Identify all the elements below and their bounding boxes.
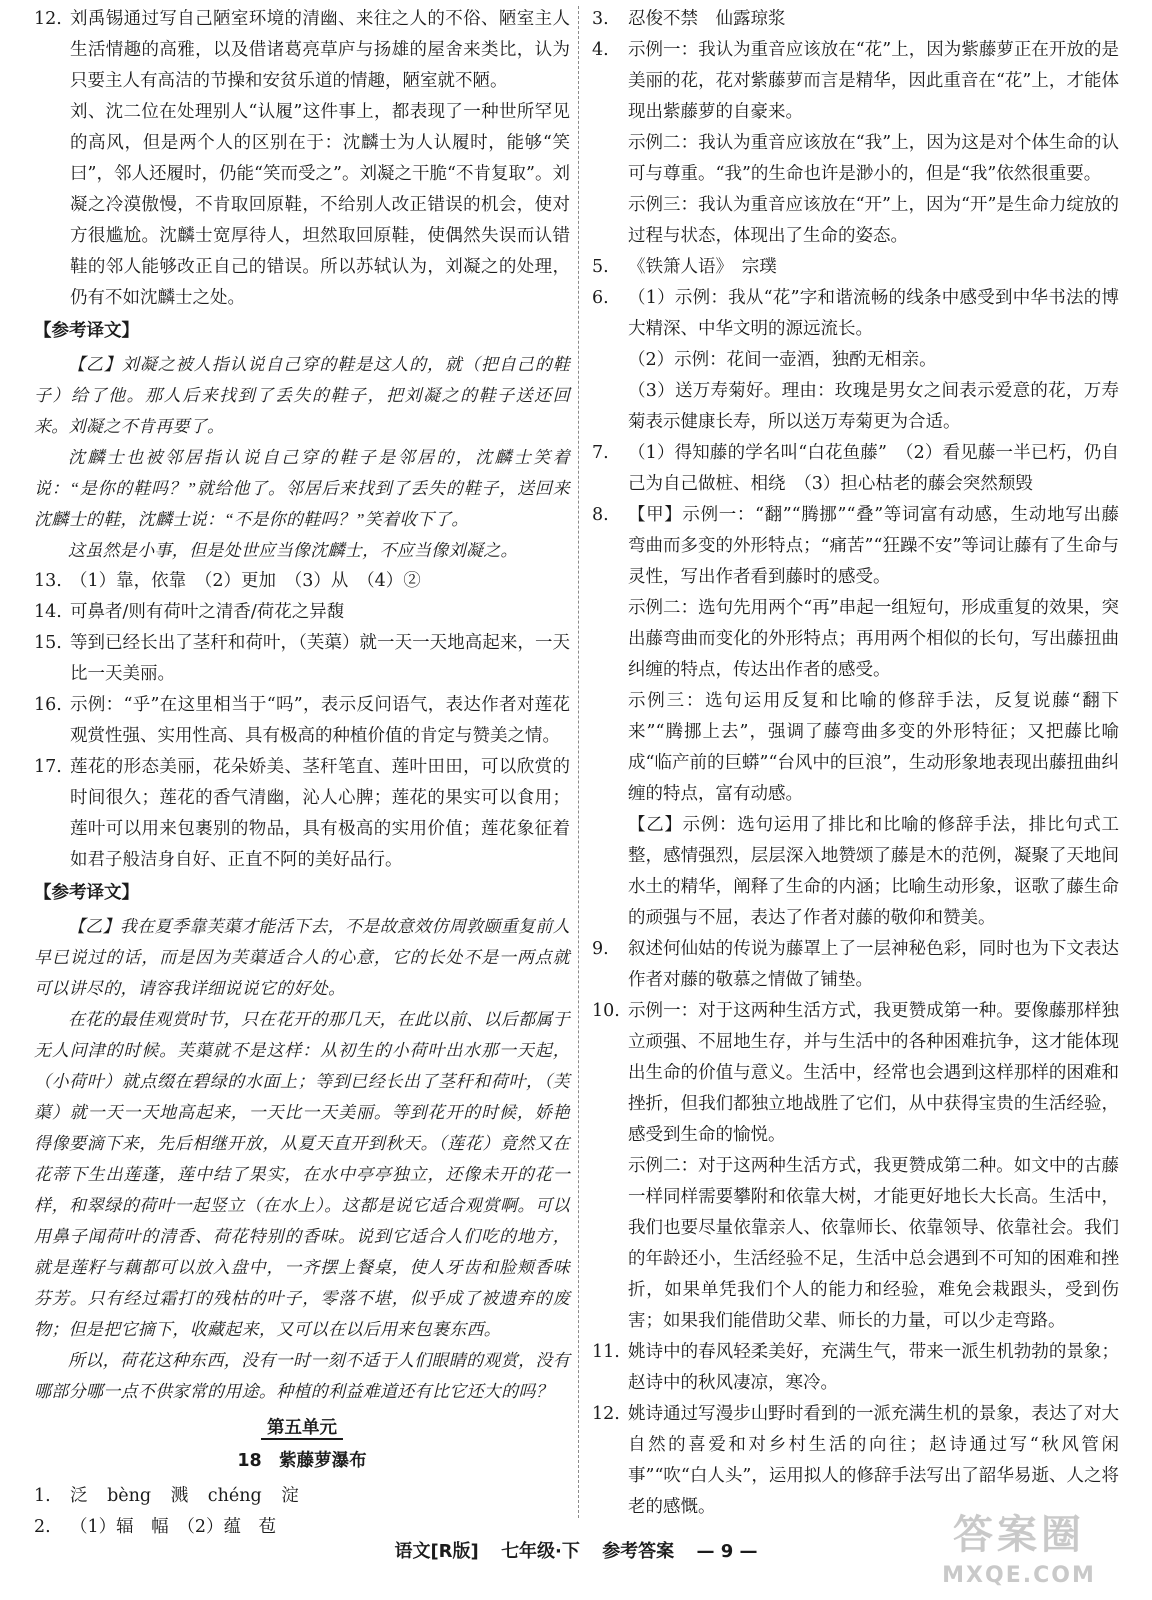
answer-text: 刘禹锡通过写自己陋室环境的清幽、来往之人的不俗、陋室主人生活情趣的高雅，以及借诸葛亮草庐与扬雄的屋舍来类比，认为只要主人有高洁的节操和安贫乐道的情趣，陋室就不陋。 [70,9,570,91]
answer-number: 11. [592,1342,620,1362]
answer-text: （1）得知藤的学名叫“白花鱼藤” （2）看见藤一半已朽，仍自己为自己做桩、相绕 （3）担心枯老的藤会突然颓毁 [628,443,1119,494]
answer-number: 5. [592,257,609,277]
answer-number: 16. [34,695,62,715]
page-number: — 9 — [696,1541,758,1562]
translation-paragraph: 这虽然是小事，但是处世应当像沈麟士，不应当像刘凝之。 [68,541,518,560]
answer-text: 【甲】示例一：“翻”“腾挪”“叠”等词富有动感，生动地写出藤弯曲而多变的外形特点；“痛苦”“狂躁不安”等词让藤有了生命与灵性，写出作者看到藤时的感受。 [628,505,1119,587]
footer-section: 参考答案 [602,1541,675,1562]
answer-14 [34,597,570,628]
watermark-logo [914,1508,1124,1600]
answer-text: 姚诗通过写漫步山野时看到的一派充满生机的景象，表达了对大自然的喜爱和对乡村生活的向往；赵诗通过写“秋风管闲事”“吹“白人头”，运用拟人的修辞手法写出了韶华易逝、人之将老的感慨。 [628,1404,1119,1517]
reference-translation-heading: 【参考译文】 [34,883,139,903]
answer-text: 莲花的形态美丽，花朵娇美、茎秆笔直、莲叶田田，可以欣赏的时间很久；莲花的香气清幽，沁人心脾；莲花的果实可以食用；莲叶可以用来包裹别的物品，具有极高的实用价值；莲花象征着如君子般洁身自好、正直不阿的美好品行。 [70,757,570,870]
watermark-url: MXQE.COM [942,1563,1096,1588]
answer-number: 17. [34,757,62,777]
answer-text: 示例二：我认为重音应该放在“我”上，因为这是对个体生命的认可与尊重。“我”的生命也许是渺小的，但是“我”依然很重要。 [628,133,1119,184]
answer-text: 等到已经长出了茎秆和荷叶，（芙蕖）就一天一天地高起来，一天比一天美丽。 [70,633,570,684]
answer-number: 14. [34,602,62,622]
answer-text: 叙述何仙姑的传说为藤罩上了一层神秘色彩，同时也为下文表达作者对藤的敬慕之情做了铺垫。 [628,939,1119,990]
answer-number: 10. [592,1001,620,1021]
answer-number: 12. [34,9,62,29]
answer-text: 【乙】示例：选句运用了排比和比喻的修辞手法，排比句式工整，感情强烈，层层深入地赞颂了藤是木的范例，凝聚了天地间水土的精华，阐释了生命的内涵；比喻生动形象，讴歌了藤生命的顽强与不屈，表达了作者对藤的敬仰和赞美。 [628,815,1119,928]
answer-number: 1. [34,1486,51,1506]
answer-text: 示例二：选句先用两个“再”串起一组短句，形成重复的效果，突出藤弯曲而变化的外形特点；再用两个相似的长句，写出藤扭曲纠缠的特点，传达出作者的感受。 [628,598,1119,680]
answer-text: 示例一：我认为重音应该放在“花”上，因为紫藤萝正在开放的是美丽的花，花对紫藤萝而言是精华，因此重音在“花”上，才能体现出紫藤萝的自豪来。 [628,40,1119,122]
answer-number: 13. [34,571,62,591]
answer-number: 15. [34,633,62,653]
answer-6 [592,283,1119,438]
translation-paragraph: 沈麟士也被邻居指认说自己穿的鞋子是邻居的，沈麟士笑着说：“是你的鞋吗？”就给他了。邻居后来找到了丢失的鞋子，送回来沈麟士的鞋，沈麟士说：“不是你的鞋吗？”笑着收下了。 [34,448,570,529]
reference-translation [34,911,570,1407]
answer-number: 2. [34,1517,51,1537]
answer-text: 示例三：选句运用反复和比喻的修辞手法，反复说藤“翻下来”“腾挪上去”，强调了藤弯曲多变的外形特征；又把藤比喻成“临产前的巨蟒”“台风中的巨浪”，生动形象地表现出藤扭曲纠缠的特点，富有动感。 [628,691,1119,804]
unit-title-text: 第五单元 [261,1418,343,1440]
answer-1 [34,1481,570,1512]
answer-3 [592,4,1119,35]
answer-number: 8. [592,505,609,525]
answer-number: 9. [592,939,609,959]
answer-item: 淀 [281,1486,299,1506]
answer-number: 6. [592,288,609,308]
footer-subject: 语文[R版] [394,1541,479,1562]
answer-text [70,1481,570,1512]
reference-translation-heading: 【参考译文】 [34,321,139,341]
answer-text: 忍俊不禁 仙露琼浆 [628,9,786,29]
footer-grade: 七年级·下 [501,1541,580,1562]
answer-item: 溅 [170,1486,189,1506]
answer-15 [34,628,570,690]
answer-17 [34,752,570,876]
answer-number: 4. [592,40,609,60]
answer-9 [592,934,1119,996]
answer-text: 示例三：我认为重音应该放在“开”上，因为“开”是生命力绽放的过程与状态，体现出了生命的姿态。 [628,195,1119,246]
translation-paragraph: 【乙】我在夏季靠芙蕖才能活下去，不是故意效仿周敦颐重复前人早已说过的话，而是因为芙蕖适合人的心意，它的长处不是一两点就可以讲尽的，请容我详细说说它的好处。 [34,917,570,998]
watermark-logo-text: 答案圈 [953,1512,1085,1558]
answer-7 [592,438,1119,500]
answer-number: 7. [592,443,609,463]
answer-item: bèng [107,1486,152,1506]
answer-10 [592,996,1119,1337]
answer-text: 示例：“乎”在这里相当于“吗”，表示反问语气，表达作者对莲花观赏性强、实用性高、具有极高的种植价值的肯定与赞美之情。 [70,695,570,746]
answer-text: 《铁箫人语》 宗璞 [628,257,777,277]
translation-paragraph: 所以，荷花这种东西，没有一时一刻不适于人们眼睛的观赏，没有哪部分哪一点不供家常的用途。种植的利益难道还有比它还大的吗？ [34,1351,570,1401]
answer-text: 示例一：对于这两种生活方式，我更赞成第一种。要像藤那样独立顽强、不屈地生存，并与生活中的各种困难抗争，这才能体现出生命的价值与意义。生活中，经常也会遇到这样那样的困难和挫折，但我们都独立地战胜了它们，从中获得宝贵的生活经验，感受到生命的愉悦。 [628,1001,1119,1145]
answer-text: 刘、沈二位在处理别人“认履”这件事上，都表现了一种世所罕见的高风，但是两个人的区别在于：沈麟士为人认履时，能够“笑曰”，邻人还履时，仍能“笑而受之”。刘凝之干脆“不肯复取”。刘凝之冷漠傲慢，不肯取回原鞋，不给别人改正错误的机会，使对方很尴尬。沈麟士宽厚待人，坦然取回原鞋，使偶然失误而认错鞋的邻人能够改正自己的错误。所以苏轼认为，刘凝之的处理，仍有不如沈麟士之处。 [70,102,570,308]
answer-8 [592,500,1119,934]
answer-text: 姚诗中的春风轻柔美好，充满生气，带来一派生机勃勃的景象；赵诗中的秋风凄凉，寒冷。 [628,1342,1119,1393]
answer-text: 示例二：对于这两种生活方式，我更赞成第二种。如文中的古藤一样同样需要攀附和依靠大树，才能更好地长大长高。生活中，我们也要尽量依靠亲人、依靠师长、依靠领导、依靠社会。我们的年龄还小，生活经验不足，生活中总会遇到不可知的困难和挫折，如果单凭我们个人的能力和经验，难免会栽跟头，受到伤害；如果我们能借助父辈、师长的力量，可以少走弯路。 [628,1156,1119,1331]
left-column [34,4,570,1543]
answer-text: （3）送万寿菊好。理由：玫瑰是男女之间表示爱意的花，万寿菊表示健康长寿，所以送万寿菊更为合适。 [628,381,1119,432]
answer-12-right [592,1399,1119,1523]
answer-number: 12. [592,1404,620,1424]
answer-text: （1）辐 幅 （2）蕴 苞 [70,1517,277,1537]
answer-16 [34,690,570,752]
unit-title [34,1413,570,1444]
answer-11 [592,1337,1119,1399]
answer-text: 可鼻者/则有荷叶之清香/荷花之异馥 [70,602,345,622]
answer-13 [34,566,570,597]
translation-paragraph: 【乙】刘凝之被人指认说自己穿的鞋是这人的，就（把自己的鞋子）给了他。那人后来找到了丢失的鞋子，把刘凝之的鞋子送还回来。刘凝之不肯再要了。 [34,355,570,436]
right-column [592,4,1119,1523]
lesson-title: 18 紫藤萝瀑布 [237,1451,367,1471]
answer-5 [592,252,1119,283]
answer-text: （1）示例：我从“花”字和谐流畅的线条中感受到中华书法的博大精深、中华文明的源远流长。 [628,288,1119,339]
answer-text: （1）靠，依靠 （2）更加 （3）从 （4）② [70,571,421,591]
answer-item: chéng [207,1486,262,1506]
answer-4 [592,35,1119,252]
column-divider [578,6,579,1518]
reference-translation [34,349,570,566]
answer-text: （2）示例：花间一壶酒，独酌无相亲。 [628,350,937,370]
translation-paragraph: 在花的最佳观赏时节，只在花开的那几天，在此以前、以后都属于无人问津的时候。芙蕖就不是这样：从初生的小荷叶出水那一天起，（小荷叶）就点缀在碧绿的水面上；等到已经长出了茎秆和荷叶，（芙蕖）就一天一天地高起来，一天比一天美丽。等到花开的时候，娇艳得像要滴下来，先后相继开放，从夏天直开到秋天。（莲花）竟然又在花蒂下生出莲蓬，莲中结了果实，在水中亭亭独立，还像未开的花一样，和翠绿的荷叶一起竖立（在水上）。这都是说它适合观赏啊。可以用鼻子闻荷叶的清香、荷花特别的香味。说到它适合人们吃的地方，就是莲籽与藕都可以放入盘中，一齐摆上餐桌，使人牙齿和脸颊香味芬芳。只有经过霜打的残枯的叶子，零落不堪，似乎成了被遗弃的废物；但是把它摘下，收藏起来，又可以在以后用来包裹东西。 [34,1010,570,1339]
answer-item: 泛 [70,1486,88,1506]
answer-number: 3. [592,9,609,29]
answer-12 [34,4,570,314]
